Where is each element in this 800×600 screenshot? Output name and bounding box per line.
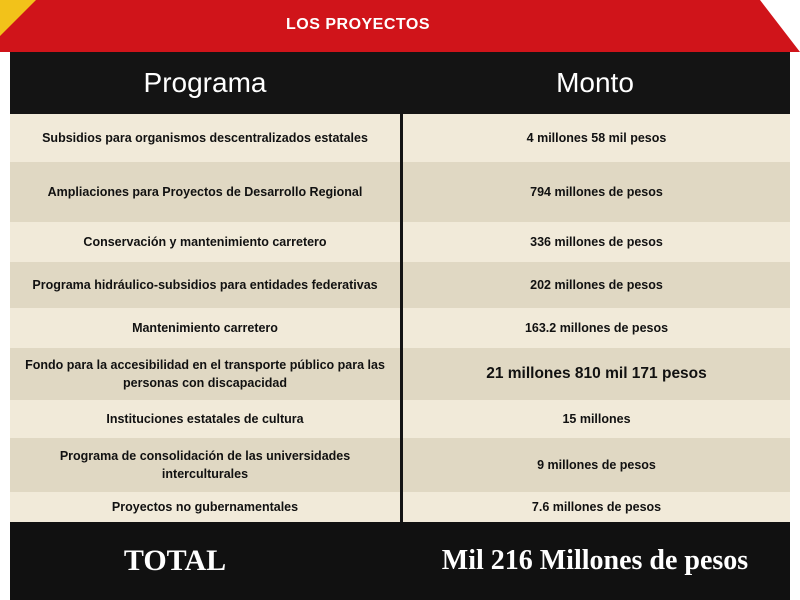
programa-cell: Proyectos no gubernamentales [111,500,299,514]
total-row [10,522,790,600]
header-programa: Programa [143,67,267,98]
monto-cell: 7.6 millones de pesos [400,492,790,522]
total-label: TOTAL [123,544,227,577]
table-row [10,438,790,492]
table-row [10,162,790,222]
table-row [10,400,790,438]
monto-cell: 163.2 millones de pesos [400,308,790,348]
programa-cell: Programa hidráulico-subsidios para entidades federativas [32,278,378,292]
table-row [10,348,790,400]
programa-cell: Mantenimiento carretero [132,321,278,335]
programa-cell: Fondo para la accesibilidad en el transporte público para las personas con discapacidad [25,358,385,390]
monto-cell: 202 millones de pesos [400,262,790,308]
table-row [10,308,790,348]
table-row [10,492,790,522]
monto-cell: 21 millones 810 mil 171 pesos [400,348,790,400]
monto-cell: 4 millones 58 mil pesos [400,114,790,162]
monto-cell: 794 millones de pesos [400,162,790,222]
programa-cell: Subsidios para organismos descentralizados estatales [42,131,368,145]
table-row [10,222,790,262]
header-monto: Monto [556,67,634,98]
monto-cell: 336 millones de pesos [400,222,790,262]
programa-cell: Instituciones estatales de cultura [106,412,304,426]
monto-cell: 15 millones [400,400,790,438]
banner-title: LOS PROYECTOS [286,16,431,33]
programa-cell: Programa de consolidación de las universidades interculturales [59,449,351,481]
total-value: Mil 216 Millones de pesos [441,545,749,576]
projects-table [10,52,790,600]
table-header [10,52,790,114]
table-row [10,262,790,308]
programa-cell: Ampliaciones para Proyectos de Desarrollo Regional [47,185,363,199]
programa-cell: Conservación y mantenimiento carretero [83,235,327,249]
table-row [10,114,790,162]
monto-cell: 9 millones de pesos [400,438,790,492]
